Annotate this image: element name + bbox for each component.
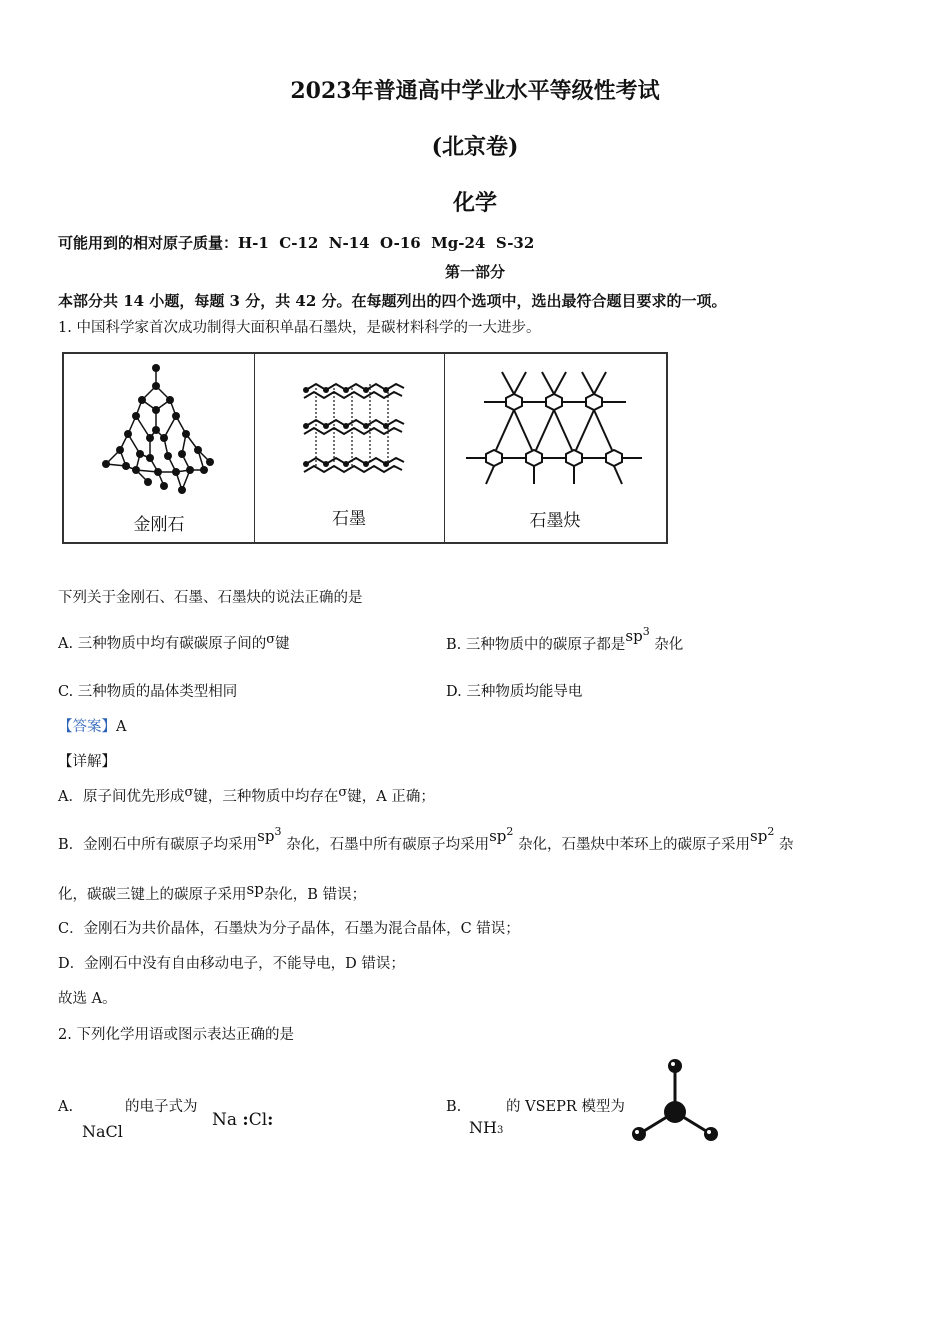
q1-conclusion: 故选 A。 [58,991,117,1007]
graphite-panel [254,354,445,542]
q1-answer: 【答案】A [58,719,127,735]
exam-subtitle: (北京卷) [431,134,519,160]
vsepr-model-icon [626,1054,726,1148]
q1-figure [62,352,668,544]
diamond-panel [64,354,255,542]
graphite-structure-icon [254,354,442,504]
q1-detail-b-line2: 化，碳碳三键上的碳原子采用sp杂化，B 错误； [58,880,367,903]
figure-label-graphyne: 石墨炔 [529,511,581,531]
q1-option-b: B. 三种物质中的碳原子都是$sp^3$ 杂化 [446,625,684,653]
q1-stem: 1. 中国科学家首次成功制得大面积单晶石墨炔，是碳材料科学的一大进步。 [58,320,541,336]
diamond-structure-icon [64,354,252,504]
nacl-electron-formula: Na :Cl: [212,1110,274,1130]
subject-title: 化学 [452,190,497,216]
q1-detail-label: 【详解】 [58,754,116,770]
exam-title: 2023年普通高中学业水平等级性考试 [290,78,660,104]
q2-nh3-formula: NH3 [469,1118,504,1137]
q2-option-a-label: A. [58,1099,74,1115]
q2-stem: 2. 下列化学用语或图示表达正确的是 [58,1027,294,1043]
q2-option-b-text: 的 VSEPR 模型为 [506,1099,625,1115]
figure-label-graphite: 石墨 [332,509,366,529]
section-name: 第一部分 [444,263,505,281]
q2-nacl-formula: NaCl [82,1122,123,1141]
graphyne-structure-icon [444,354,666,504]
q1-option-d: D. 三种物质均能导电 [446,684,583,700]
q2-option-a-text: 的电子式为 [125,1099,198,1115]
q1-detail-a: A．原子间优先形成σ键，三种物质中均存在σ键，A 正确； [58,785,435,805]
section-instruction: 本部分共 14 小题，每题 3 分，共 42 分。在每题列出的四个选项中，选出最符合题目要求的一项。 [58,292,727,310]
q1-detail-b-line1: B．金刚石中所有碳原子均采用$sp^3$ 杂化，石墨中所有碳原子均采用$sp^2$ 杂化，石墨炔中苯环上的碳原子采用$sp^2$ 杂 [58,825,794,853]
figure-label-diamond: 金刚石 [133,515,185,535]
q1-question: 下列关于金刚石、石墨、石墨炔的说法正确的是 [58,590,363,606]
q1-detail-c: C．金刚石为共价晶体，石墨炔为分子晶体，石墨为混合晶体，C 错误； [58,921,520,937]
atomic-masses: 可能用到的相对原子质量：H-1 C-12 N-14 O-16 Mg-24 S-32 [58,234,535,252]
q1-option-a: A. 三种物质中均有碳碳原子间的σ键 [58,632,290,652]
q2-option-b-label: B. [446,1099,462,1115]
q1-detail-d: D．金刚石中没有自由移动电子，不能导电，D 错误； [58,956,405,972]
graphyne-panel [444,354,666,542]
q1-option-c: C. 三种物质的晶体类型相同 [58,684,238,700]
